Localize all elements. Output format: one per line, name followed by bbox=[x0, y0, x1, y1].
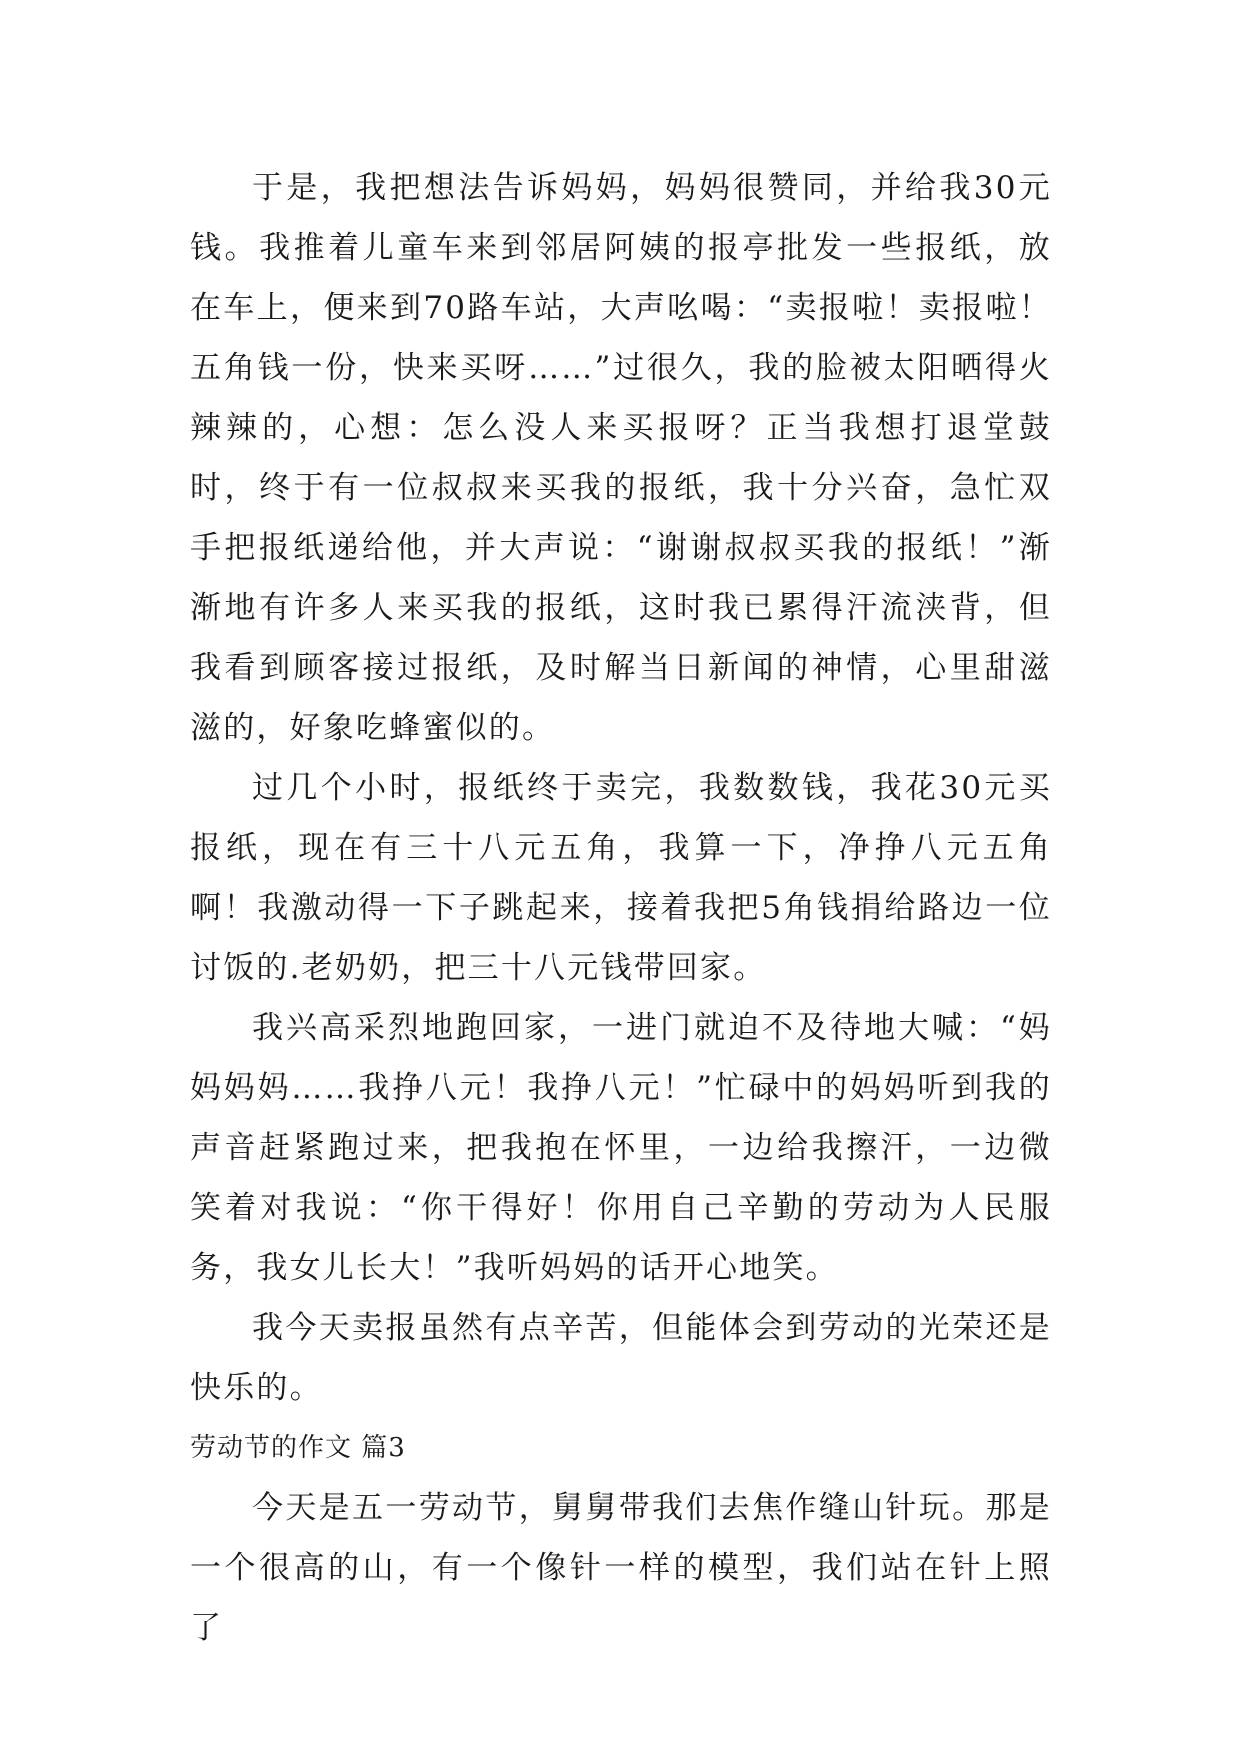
paragraph-selling-newspapers: 于是，我把想法告诉妈妈，妈妈很赞同，并给我30元钱。我推着儿童车来到邻居阿姨的报亭批发一些报纸，放在车上，便来到70路车站，大声吆喝：“卖报啦！卖报啦！五角钱一份，快来买呀……”过很久，我的脸被太阳晒得火辣辣的，心想：怎么没人来买报呀？正当我想打退堂鼓时，终于有一位叔叔来买我的报纸，我十分兴奋，急忙双手把报纸递给他，并大声说：“谢谢叔叔买我的报纸！”渐渐地有许多人来买我的报纸，这时我已累得汗流浃背，但我看到顾客接过报纸，及时解当日新闻的神情，心里甜滋滋的，好象吃蜂蜜似的。 bbox=[190, 170, 1052, 746]
document-body bbox=[190, 158, 1052, 1658]
paragraph-returning-home: 我兴高采烈地跑回家，一进门就迫不及待地大喊：“妈妈妈妈……我挣八元！我挣八元！”忙碌中的妈妈听到我的声音赶紧跑过来，把我抱在怀里，一边给我擦汗，一边微笑着对我说：“你干得好！你用自己辛勤的劳动为人民服务，我女儿长大！”我听妈妈的话开心地笑。 bbox=[190, 1010, 1052, 1286]
paragraph-counting-money: 过几个小时，报纸终于卖完，我数数钱，我花30元买报纸，现在有三十八元五角，我算一下，净挣八元五角啊！我激动得一下子跳起来，接着我把5角钱捐给路边一位讨饭的.老奶奶，把三十八元钱带回家。 bbox=[190, 770, 1052, 986]
section-heading: 劳动节的作文 篇3 bbox=[190, 1433, 406, 1463]
paragraph-conclusion: 我今天卖报虽然有点辛苦，但能体会到劳动的光荣还是快乐的。 bbox=[190, 1310, 1052, 1406]
paragraph-section-3-opening: 今天是五一劳动节，舅舅带我们去焦作缝山针玩。那是一个很高的山，有一个像针一样的模型，我们站在针上照了 bbox=[190, 1490, 1052, 1646]
